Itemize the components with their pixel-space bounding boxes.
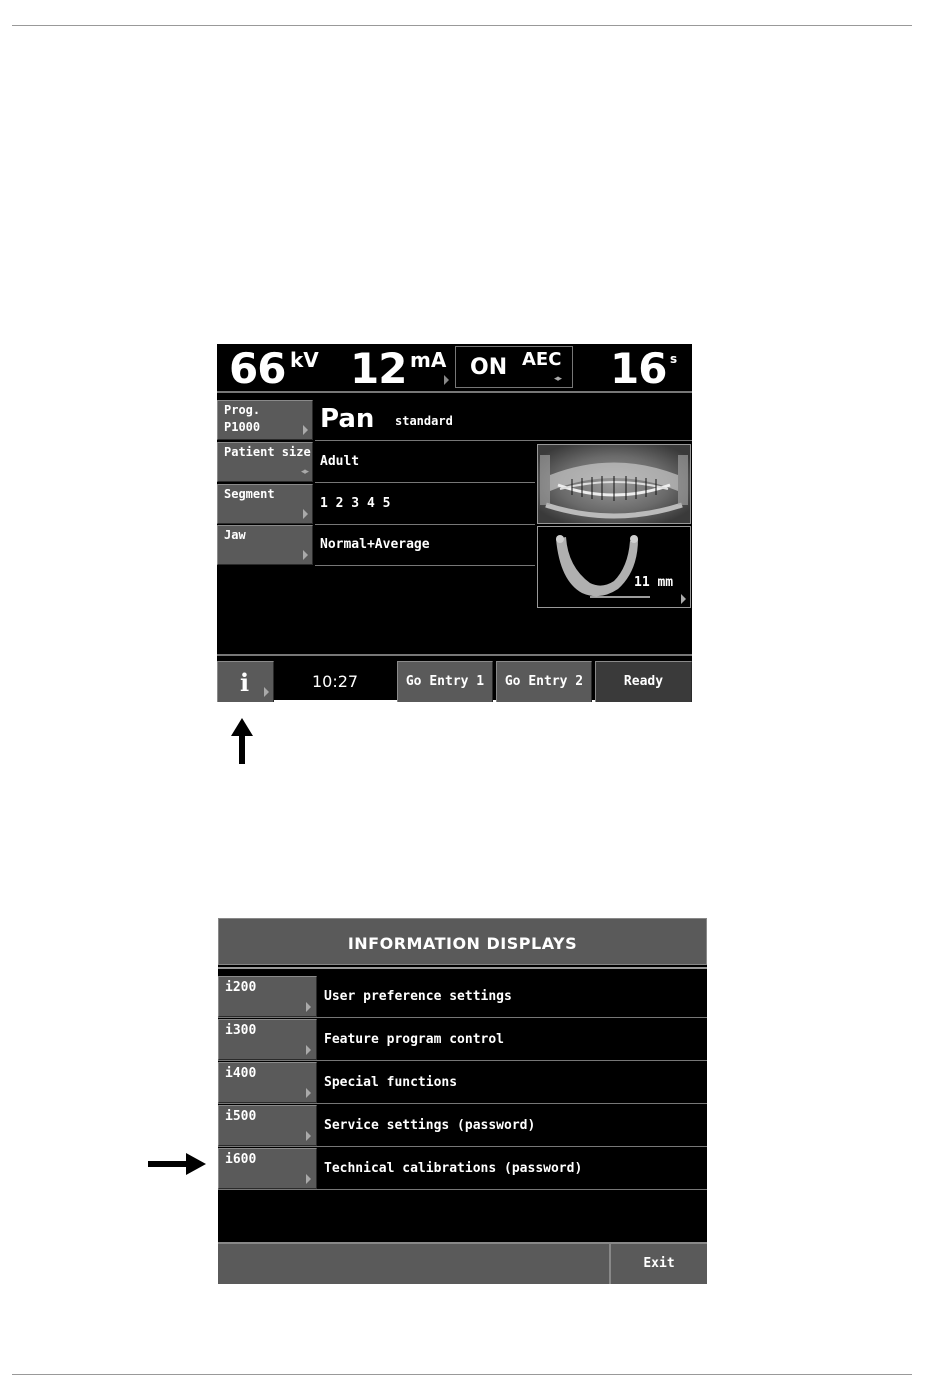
time-unit: s: [670, 352, 678, 366]
time-value: 16: [610, 344, 667, 393]
info-item-code-button[interactable]: [218, 1019, 317, 1060]
program-button[interactable]: [217, 400, 313, 440]
arrow-up-icon: [231, 718, 253, 764]
param-row-program: [217, 400, 692, 441]
info-item-label: Technical calibrations (password): [324, 1161, 583, 1176]
kv-unit: kV: [290, 348, 319, 372]
ma-display[interactable]: [337, 344, 454, 393]
exit-label: Exit: [643, 1256, 675, 1271]
jaw-value: Normal+Average: [320, 537, 430, 552]
panoramic-xray-image: [537, 444, 691, 524]
info-icon: i: [240, 668, 250, 697]
info-item-code: i400: [225, 1066, 257, 1081]
jaw-arrow-icon: [303, 550, 308, 560]
jaw-arch-icon: [538, 527, 690, 607]
segment-label: Segment: [224, 487, 275, 501]
info-item-code-button[interactable]: [218, 1062, 317, 1103]
info-item-i500[interactable]: [218, 1104, 707, 1147]
info-item-arrow-icon: [306, 1174, 311, 1184]
jaw-label: Jaw: [224, 528, 246, 542]
jaw-thickness-button[interactable]: [537, 526, 691, 608]
jaw-value-cell: [315, 525, 535, 566]
info-item-i200[interactable]: [218, 975, 707, 1018]
program-arrow-icon: [303, 425, 308, 435]
info-item-label: User preference settings: [324, 989, 512, 1004]
jaw-button[interactable]: [217, 525, 313, 565]
ma-arrow-icon: [444, 375, 449, 385]
info-item-arrow-icon: [306, 1088, 311, 1098]
ready-status-label: Ready: [623, 674, 664, 689]
param-row-patient-size: [217, 442, 537, 483]
info-item-code-button[interactable]: [218, 1105, 317, 1146]
panoramic-xray-graphic: [538, 445, 690, 523]
patient-size-label: Patient size: [224, 445, 311, 459]
clock: 10:27: [312, 672, 359, 691]
patient-size-value: Adult: [320, 454, 360, 469]
kv-display[interactable]: [219, 344, 334, 393]
program-label: Prog.: [224, 403, 261, 417]
info-footer: [218, 1242, 707, 1284]
param-row-segment: [217, 484, 537, 525]
info-item-arrow-icon: [306, 1131, 311, 1141]
go-entry-2-button[interactable]: [496, 661, 592, 702]
aec-button[interactable]: [455, 346, 573, 388]
exit-button[interactable]: [609, 1244, 707, 1284]
info-item-arrow-icon: [306, 1002, 311, 1012]
exposure-header: [217, 344, 692, 393]
info-item-code: i500: [225, 1109, 257, 1124]
info-title-divider: [218, 967, 707, 969]
go-entry-1-button[interactable]: [397, 661, 493, 702]
time-display: [577, 344, 690, 393]
info-item-i600[interactable]: [218, 1147, 707, 1190]
exposure-screen: [217, 344, 692, 700]
ma-unit: mA: [410, 348, 447, 372]
segment-value-cell: [315, 484, 535, 525]
information-displays-screen: [218, 918, 707, 1284]
arrow-right-icon: [148, 1153, 206, 1175]
info-item-i300[interactable]: [218, 1018, 707, 1061]
info-item-label: Feature program control: [324, 1032, 505, 1047]
aec-state: ON: [470, 355, 508, 380]
info-item-arrow-icon: [306, 1045, 311, 1055]
info-item-label: Special functions: [324, 1075, 458, 1090]
program-value-cell: [315, 400, 692, 441]
page-top-rule: [12, 25, 912, 26]
kv-value: 66: [229, 344, 286, 393]
segment-button[interactable]: [217, 484, 313, 524]
patient-size-button[interactable]: [217, 442, 313, 482]
program-subvalue: standard: [395, 414, 453, 428]
program-code: P1000: [224, 420, 261, 434]
aec-toggle-icon: ◂▸: [554, 374, 562, 384]
info-button[interactable]: [217, 661, 274, 702]
exposure-footer: [217, 654, 692, 700]
segment-arrow-icon: [303, 509, 308, 519]
aec-label: AEC: [522, 349, 562, 370]
info-item-code: i300: [225, 1023, 257, 1038]
info-title: INFORMATION DISPLAYS: [347, 934, 578, 953]
info-item-code-button[interactable]: [218, 1148, 317, 1189]
info-title-bar: [218, 918, 707, 965]
page-bottom-rule: [12, 1374, 912, 1375]
jaw-thickness-arrow-icon: [681, 594, 686, 604]
program-value: Pan: [320, 404, 375, 434]
jaw-thickness-value: 11 mm: [634, 575, 674, 590]
patient-size-toggle-icon: ◂▸: [300, 467, 308, 477]
info-item-label: Service settings (password): [324, 1118, 536, 1133]
ready-status: [595, 661, 692, 702]
info-item-code: i200: [225, 980, 257, 995]
info-item-code: i600: [225, 1152, 257, 1167]
info-item-i400[interactable]: [218, 1061, 707, 1104]
go-entry-1-label: Go Entry 1: [405, 674, 485, 689]
patient-size-value-cell: [315, 442, 535, 483]
info-arrow-icon: [264, 687, 269, 697]
info-item-code-button[interactable]: [218, 976, 317, 1017]
param-row-jaw: [217, 525, 537, 566]
segment-value: 1 2 3 4 5: [320, 496, 391, 511]
ma-value: 12: [350, 344, 407, 393]
go-entry-2-label: Go Entry 2: [504, 674, 584, 689]
